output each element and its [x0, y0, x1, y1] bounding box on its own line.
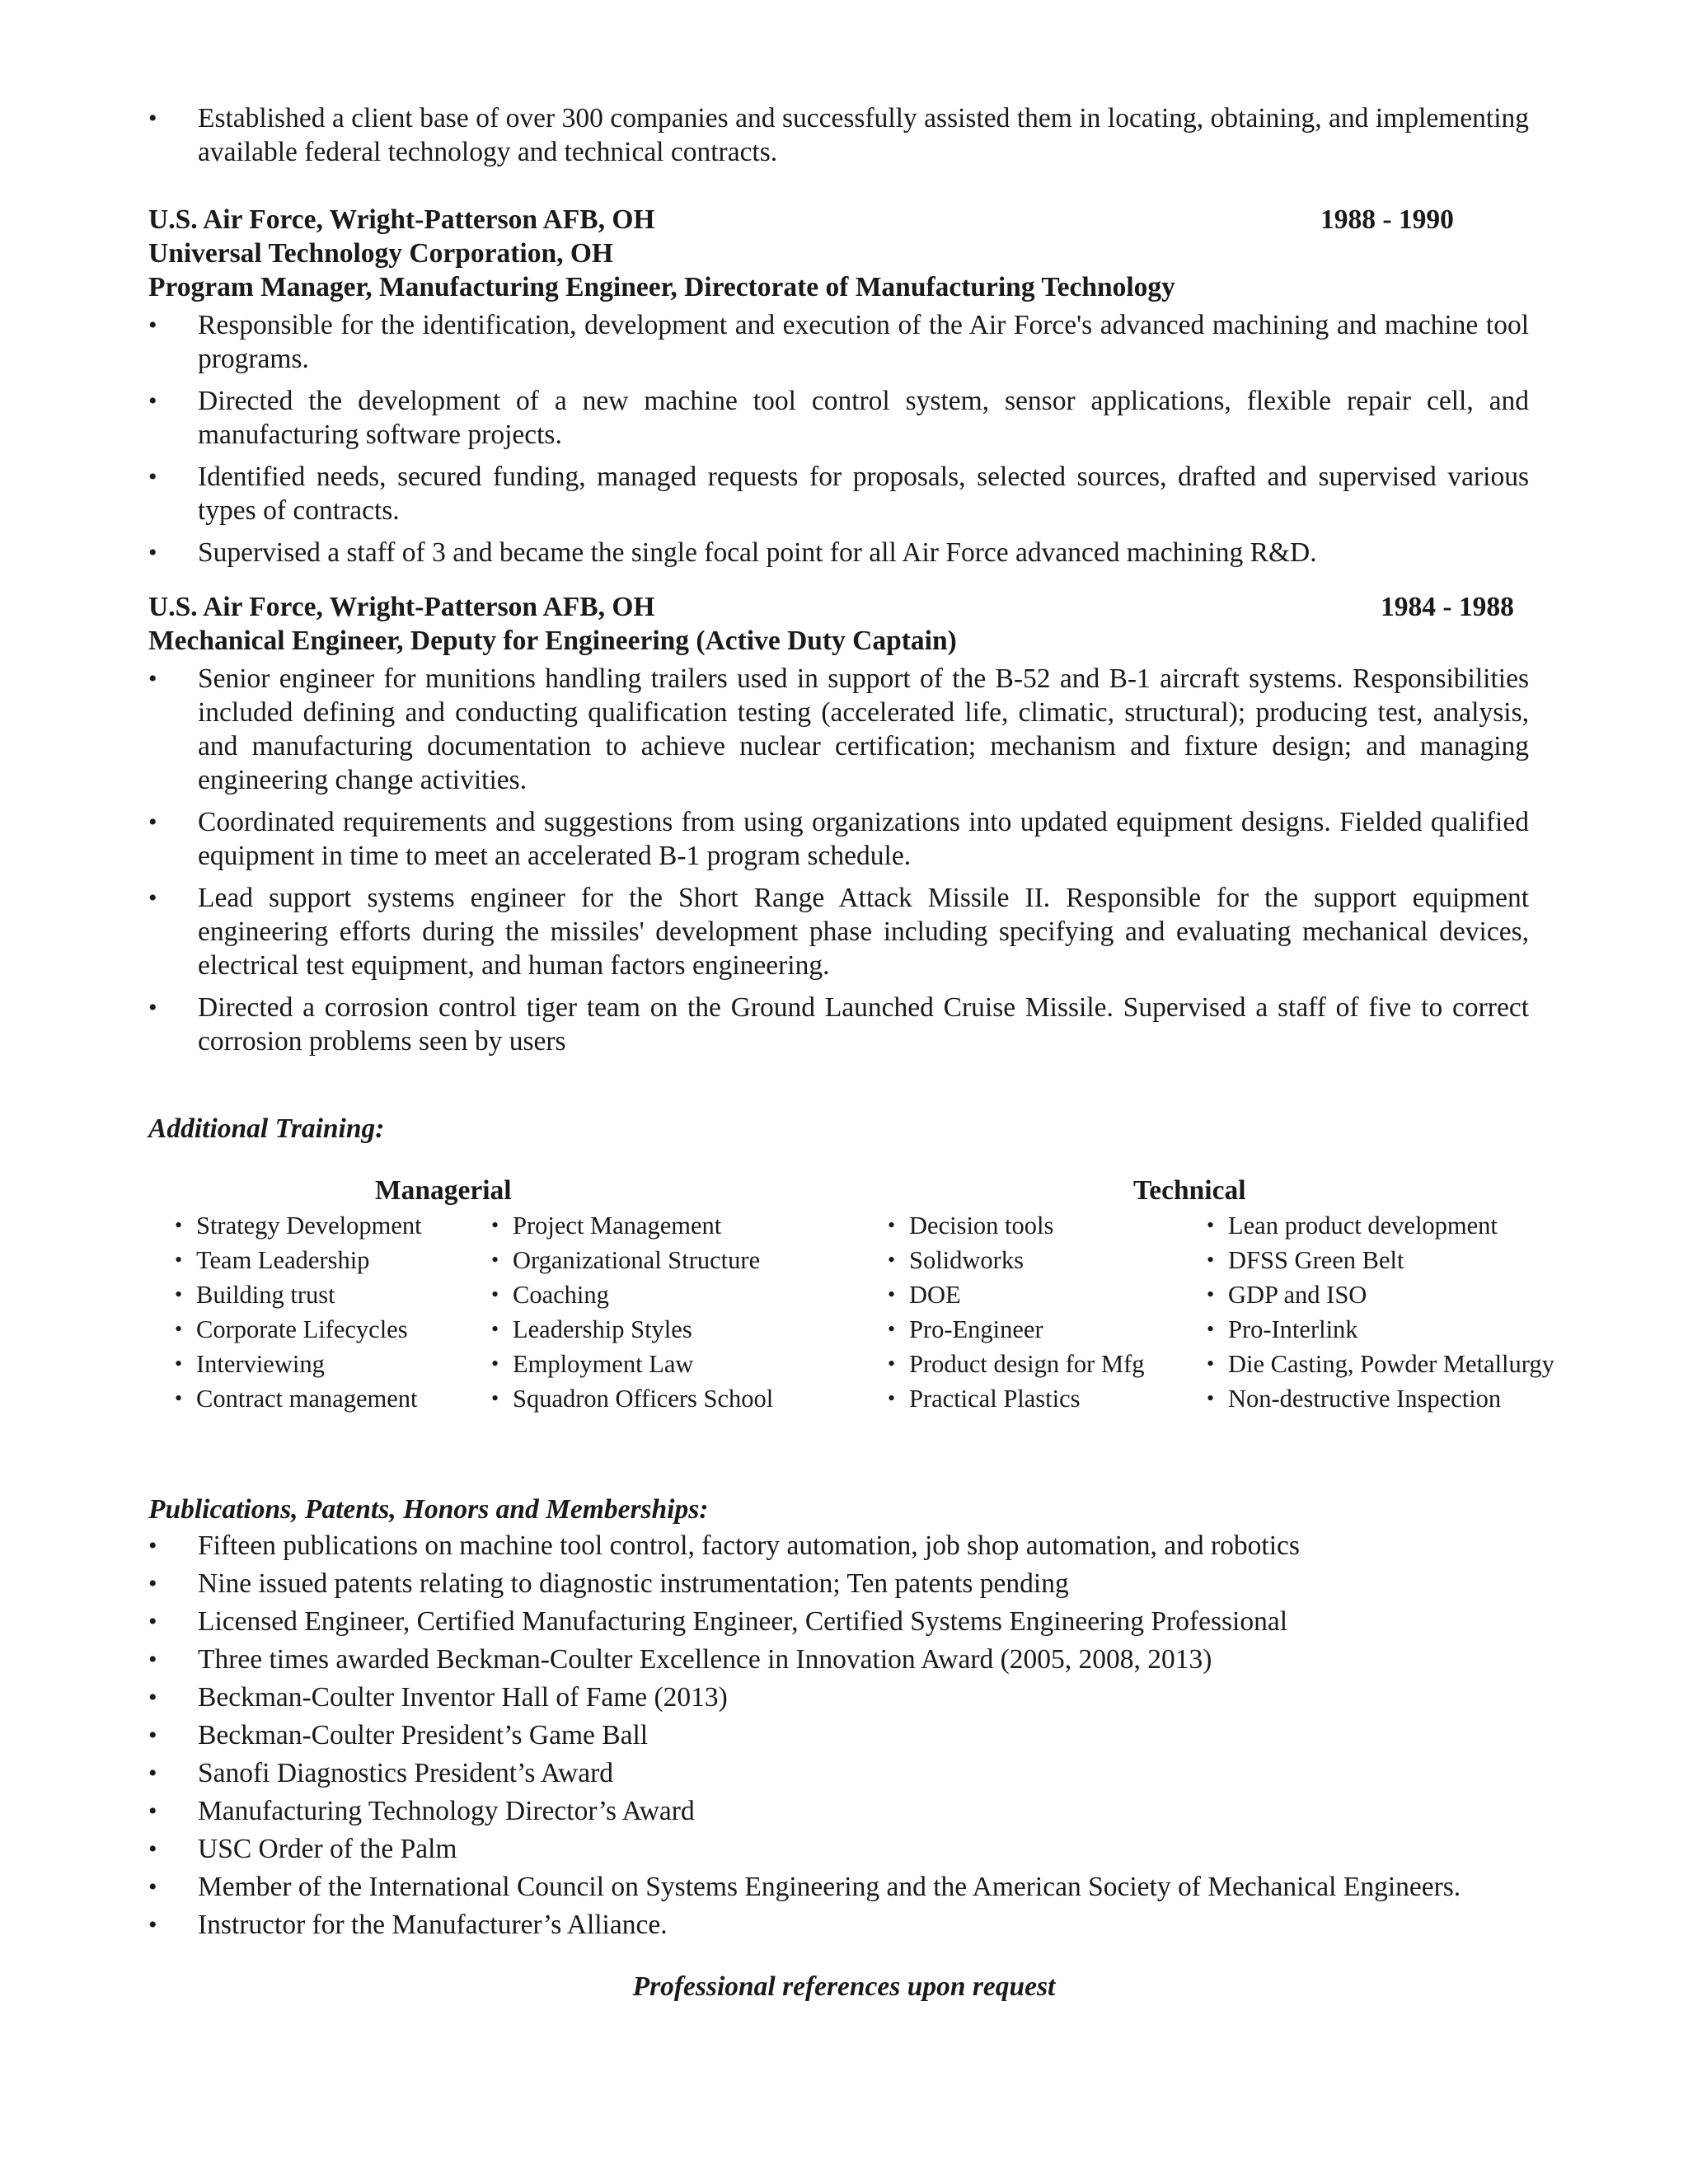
list-item: • Building trust	[175, 1277, 422, 1312]
job2-bullet-list	[148, 662, 1529, 1066]
job1-dates: 1988 - 1990	[1320, 204, 1454, 235]
closing-note: Professional references upon request	[632, 1971, 1056, 2002]
job2-dates: 1984 - 1988	[1381, 592, 1514, 622]
list-item: • Directed a corrosion control tiger team on the Ground Launched Cruise Missile. Supervised a staff of five to correct corrosion problems seen by users	[148, 991, 1529, 1058]
list-item: • Directed the development of a new machine tool control system, sensor applications, flexible repair cell, and manufacturing software projects.	[148, 384, 1529, 452]
list-item: • DOE	[888, 1277, 1144, 1312]
list-item: • Beckman-Coulter President’s Game Ball	[148, 1718, 1529, 1752]
list-item: • Solidworks	[888, 1243, 1144, 1277]
list-item: • Licensed Engineer, Certified Manufacturing Engineer, Certified Systems Engineering Professional	[148, 1605, 1529, 1638]
list-item: • Pro-Interlink	[1207, 1312, 1554, 1347]
job2-title: Mechanical Engineer, Deputy for Engineering (Active Duty Captain)	[148, 626, 957, 656]
list-item: • Lead support systems engineer for the Short Range Attack Missile II. Responsible for the support equipment engineering efforts during the missiles' development phase including specifying and evaluating mechanical devices, electrical test equipment, and human factors engineering.	[148, 881, 1529, 982]
managerial-heading: Managerial	[375, 1175, 512, 1206]
list-item: • Product design for Mfg	[888, 1347, 1144, 1381]
list-item: • DFSS Green Belt	[1207, 1243, 1554, 1277]
job1-bullet-list	[148, 308, 1529, 578]
job1-employer2: Universal Technology Corporation, OH	[148, 238, 613, 269]
list-item: • Coaching	[491, 1277, 773, 1312]
intro-bullet-list	[148, 101, 1529, 177]
list-item: • Nine issued patents relating to diagnostic instrumentation; Ten patents pending	[148, 1567, 1529, 1601]
managerial-col1	[175, 1208, 422, 1416]
list-item: • Project Management	[491, 1208, 773, 1243]
list-item: • Practical Plastics	[888, 1381, 1144, 1416]
list-item: • Interviewing	[175, 1347, 422, 1381]
publications-heading: Publications, Patents, Honors and Memberships:	[148, 1494, 709, 1525]
list-item: • Established a client base of over 300 companies and successfully assisted them in locating, obtaining, and implementing available federal technology and technical contracts.	[148, 101, 1529, 169]
list-item: • Die Casting, Powder Metallurgy	[1207, 1347, 1554, 1381]
list-item: • Beckman-Coulter Inventor Hall of Fame (2013)	[148, 1680, 1529, 1714]
list-item: • Manufacturing Technology Director’s Award	[148, 1794, 1529, 1828]
list-item: • Instructor for the Manufacturer’s Alliance.	[148, 1908, 1529, 1942]
job1-employer: U.S. Air Force, Wright-Patterson AFB, OH	[148, 204, 655, 235]
technical-heading: Technical	[1133, 1175, 1246, 1206]
list-item: • Strategy Development	[175, 1208, 422, 1243]
list-item: • Three times awarded Beckman-Coulter Excellence in Innovation Award (2005, 2008, 2013)	[148, 1643, 1529, 1676]
training-heading: Additional Training:	[148, 1113, 385, 1144]
list-item: • Squadron Officers School	[491, 1381, 773, 1416]
publications-list	[148, 1529, 1529, 1946]
job1-title: Program Manager, Manufacturing Engineer, Directorate of Manufacturing Technology	[148, 272, 1175, 302]
list-item: • Contract management	[175, 1381, 422, 1416]
technical-col2	[1207, 1208, 1554, 1416]
list-item: • Decision tools	[888, 1208, 1144, 1243]
list-item: • Lean product development	[1207, 1208, 1554, 1243]
list-item: • Supervised a staff of 3 and became the single focal point for all Air Force advanced machining R&D.	[148, 536, 1529, 569]
list-item: • Fifteen publications on machine tool control, factory automation, job shop automation, and robotics	[148, 1529, 1529, 1563]
job2-employer: U.S. Air Force, Wright-Patterson AFB, OH	[148, 592, 655, 622]
list-item: • Team Leadership	[175, 1243, 422, 1277]
list-item: • Identified needs, secured funding, managed requests for proposals, selected sources, drafted and supervised various types of contracts.	[148, 460, 1529, 527]
list-item: • Coordinated requirements and suggestions from using organizations into updated equipment designs. Fielded qualified equipment in time to meet an accelerated B-1 program schedule.	[148, 805, 1529, 873]
technical-col1	[888, 1208, 1144, 1416]
list-item: • Leadership Styles	[491, 1312, 773, 1347]
list-item: • GDP and ISO	[1207, 1277, 1554, 1312]
list-item: • Senior engineer for munitions handling trailers used in support of the B-52 and B-1 aircraft systems. Responsibilities included defining and conducting qualification testing (accelerated life, climatic, structural); producing test, analysis, and manufacturing documentation to achieve nuclear certification; mechanism and fixture design; and managing engineering change activities.	[148, 662, 1529, 797]
list-item: • Corporate Lifecycles	[175, 1312, 422, 1347]
list-item: • Employment Law	[491, 1347, 773, 1381]
list-item: • Non-destructive Inspection	[1207, 1381, 1554, 1416]
list-item: • Pro-Engineer	[888, 1312, 1144, 1347]
managerial-col2	[491, 1208, 773, 1416]
list-item: • Organizational Structure	[491, 1243, 773, 1277]
list-item: • Sanofi Diagnostics President’s Award	[148, 1756, 1529, 1790]
list-item: • USC Order of the Palm	[148, 1832, 1529, 1866]
list-item: • Member of the International Council on Systems Engineering and the American Society of Mechanical Engineers.	[148, 1870, 1529, 1904]
list-item: • Responsible for the identification, development and execution of the Air Force's advanced machining and machine tool programs.	[148, 308, 1529, 376]
